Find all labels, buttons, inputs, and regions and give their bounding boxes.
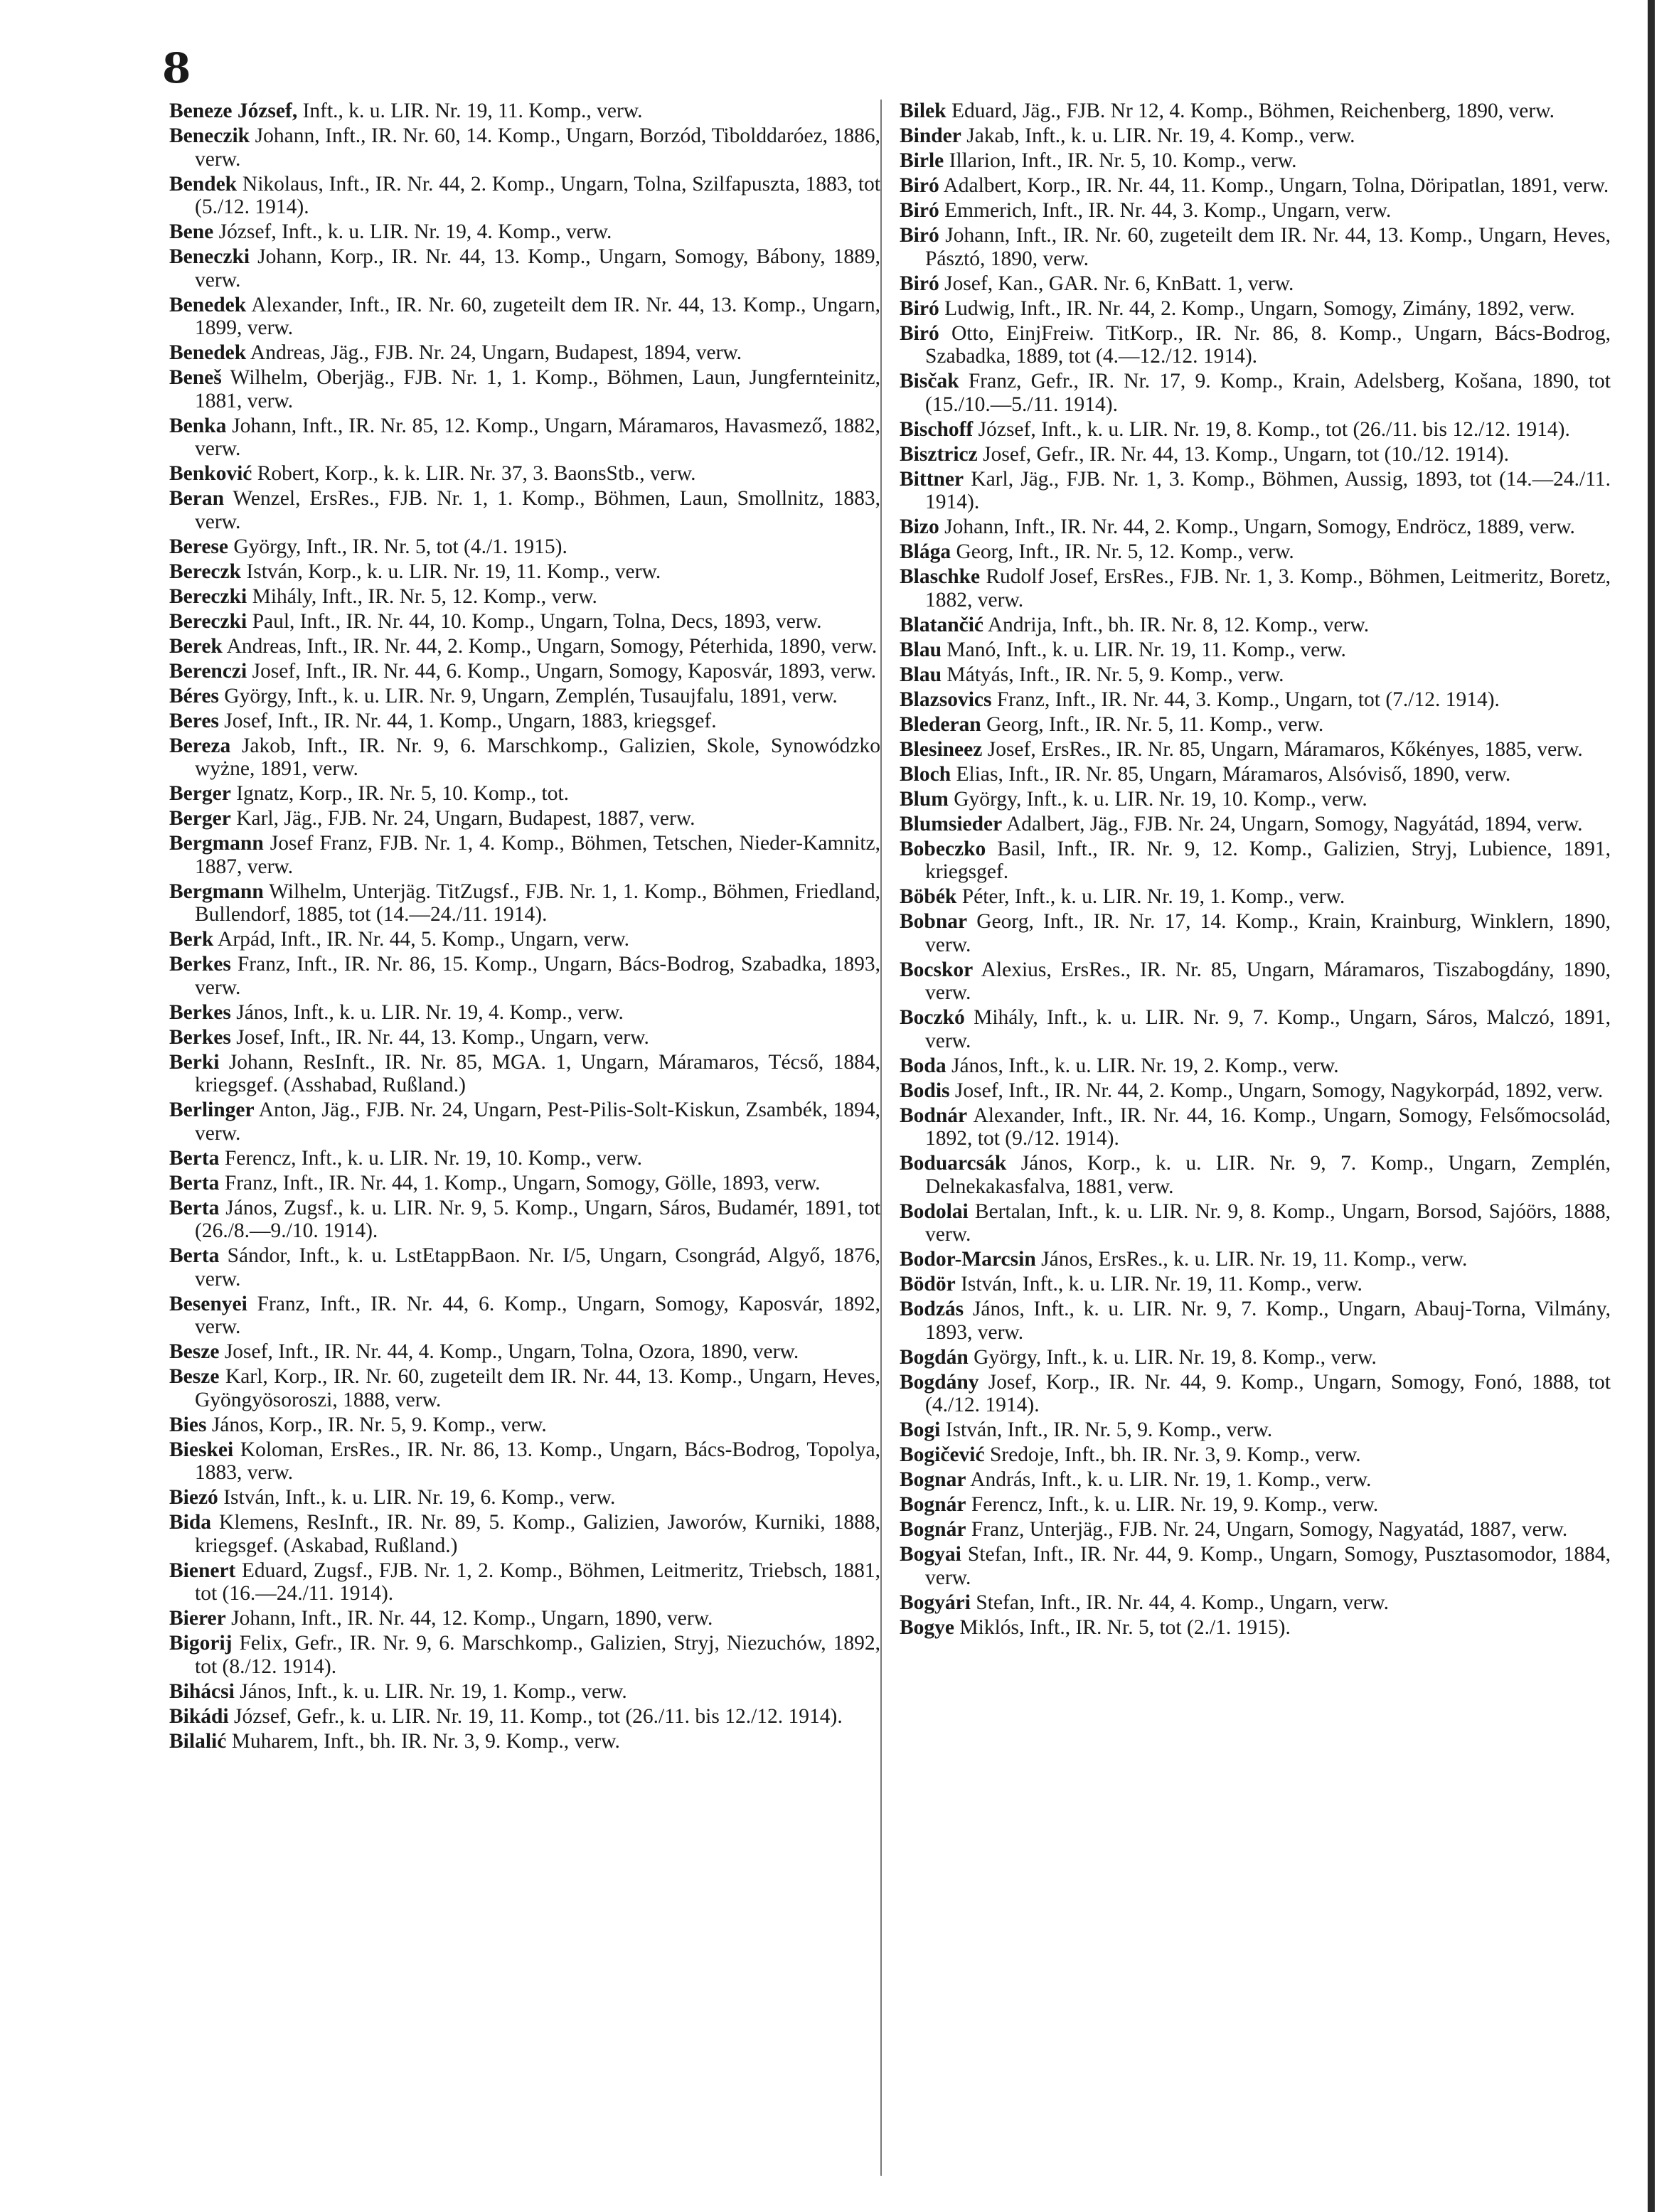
entry-details: Franz, Inft., IR. Nr. 44, 6. Komp., Ungarn, Somogy, Kaposvár, 1892, verw. — [195, 1292, 880, 1338]
list-entry — [900, 738, 1611, 762]
entry-surname: Benka — [169, 414, 227, 437]
entry-surname: Bienert — [169, 1559, 236, 1582]
list-entry — [169, 1147, 880, 1170]
list-entry — [169, 1293, 880, 1339]
list-entry — [900, 910, 1611, 956]
entry-details: János, Korp., IR. Nr. 5, 9. Komp., verw. — [206, 1413, 547, 1436]
entry-surname: Bobeczko — [900, 837, 986, 860]
entry-surname: Bodnár — [900, 1104, 968, 1127]
list-entry — [900, 763, 1611, 786]
entry-surname: Benković — [169, 462, 252, 485]
list-entry — [900, 1273, 1611, 1296]
entry-surname: Benedek — [169, 293, 247, 316]
entry-details: Ferencz, Inft., k. u. LIR. Nr. 19, 9. Komp., verw. — [966, 1493, 1379, 1516]
list-entry — [169, 585, 880, 609]
entry-surname: Bilalić — [169, 1729, 227, 1753]
entry-surname: Bendek — [169, 172, 238, 196]
entry-details: Ignatz, Korp., IR. Nr. 5, 10. Komp., tot. — [230, 782, 570, 805]
list-entry — [900, 174, 1611, 198]
list-entry — [900, 1079, 1611, 1103]
list-entry — [900, 1054, 1611, 1078]
list-entry — [169, 660, 880, 683]
entry-details: Emmerich, Inft., IR. Nr. 44, 3. Komp., Ungarn, verw. — [939, 199, 1392, 222]
list-entry — [169, 1414, 880, 1437]
list-entry — [900, 639, 1611, 662]
entry-details: Ludwig, Inft., IR. Nr. 44, 2. Komp., Ungarn, Somogy, Zimány, 1892, verw. — [939, 296, 1575, 320]
list-entry — [169, 294, 880, 340]
entry-details: Elias, Inft., IR. Nr. 85, Ungarn, Máramaros, Alsóviső, 1890, verw. — [951, 762, 1511, 786]
entry-details: János, Zugsf., k. u. LIR. Nr. 9, 5. Komp., Ungarn, Sáros, Budamér, 1891, tot (26./8.—9./10. 1914). — [195, 1196, 880, 1242]
entry-details: János, ErsRes., k. u. LIR. Nr. 19, 11. Komp., verw. — [1035, 1248, 1468, 1271]
entry-details: Josef, Inft., IR. Nr. 44, 6. Komp., Ungarn, Somogy, Kaposvár, 1893, verw. — [247, 659, 877, 683]
entry-details: Stefan, Inft., IR. Nr. 44, 4. Komp., Ungarn, verw. — [970, 1591, 1389, 1614]
entry-details: József, Inft., k. u. LIR. Nr. 19, 8. Komp., tot (26./11. bis 12./12. 1914). — [973, 417, 1570, 441]
entry-surname: Bobnar — [900, 910, 968, 933]
list-entry — [900, 885, 1611, 909]
entry-surname: Bigorij — [169, 1632, 233, 1655]
list-entry — [169, 220, 880, 244]
entry-surname: Berta — [169, 1244, 220, 1267]
entry-surname: Bogyári — [900, 1591, 971, 1614]
list-entry — [169, 1511, 880, 1557]
list-entry — [900, 1493, 1611, 1517]
entry-surname: Beneczki — [169, 245, 250, 268]
entry-surname: Boda — [900, 1054, 947, 1077]
entry-details: Wilhelm, Oberjäg., FJB. Nr. 1, 1. Komp., Böhmen, Laun, Jungfernteinitz, 1881, verw. — [195, 366, 880, 412]
entry-surname: Biezó — [169, 1486, 218, 1509]
entry-details: Klemens, ResInft., IR. Nr. 89, 5. Komp., Galizien, Jaworów, Kurniki, 1888, kriegsgef. (Askabad, Rußland.) — [195, 1511, 880, 1557]
list-entry — [900, 1346, 1611, 1369]
entry-surname: Boczkó — [900, 1006, 965, 1029]
entry-surname: Boduarcsák — [900, 1152, 1007, 1175]
entry-details: Inft., k. u. LIR. Nr. 19, 11. Komp., verw. — [297, 100, 643, 122]
entry-surname: Berlinger — [169, 1099, 255, 1121]
entry-surname: Blazsovics — [900, 688, 992, 711]
entry-surname: Bereza — [169, 734, 231, 757]
entry-details: Josef, ErsRes., IR. Nr. 85, Ungarn, Máramaros, Kőkényes, 1885, verw. — [982, 737, 1583, 761]
entry-details: Manó, Inft., k. u. LIR. Nr. 19, 11. Komp., verw. — [942, 638, 1346, 661]
entry-surname: Bergmann — [169, 880, 264, 903]
entry-surname: Bischoff — [900, 417, 974, 441]
entry-details: Muharem, Inft., bh. IR. Nr. 3, 9. Komp., verw. — [226, 1729, 620, 1753]
entry-surname: Birle — [900, 149, 944, 172]
entry-details: Nikolaus, Inft., IR. Nr. 44, 2. Komp., Ungarn, Tolna, Szilfapuszta, 1883, tot (5./12. 1914). — [195, 172, 880, 218]
entry-details: Mihály, Inft., IR. Nr. 5, 12. Komp., verw. — [247, 584, 597, 608]
list-entry — [900, 1543, 1611, 1589]
entry-surname: Bognár — [900, 1493, 966, 1516]
list-entry — [900, 788, 1611, 811]
list-entry — [169, 487, 880, 533]
entry-details: Johann, Inft., IR. Nr. 44, 12. Komp., Ungarn, 1890, verw. — [225, 1607, 713, 1630]
list-entry — [169, 807, 880, 830]
entry-surname: Berkes — [169, 953, 231, 976]
entry-details: Sredoje, Inft., bh. IR. Nr. 3, 9. Komp., verw. — [984, 1443, 1361, 1466]
list-entry — [169, 928, 880, 951]
entry-details: Alexander, Inft., IR. Nr. 60, zugeteilt dem IR. Nr. 44, 13. Komp., Ungarn, 1899, verw. — [195, 293, 880, 339]
entry-surname: Blatančić — [900, 613, 983, 636]
entry-details: Johann, Inft., IR. Nr. 44, 2. Komp., Ungarn, Somogy, Endröcz, 1889, verw. — [939, 515, 1575, 538]
entry-surname: Biró — [900, 296, 939, 320]
entry-details: János, Inft., k. u. LIR. Nr. 9, 7. Komp., Ungarn, Abauj-Torna, Vilmány, 1893, verw. — [925, 1298, 1611, 1344]
entry-details: Illarion, Inft., IR. Nr. 5, 10. Komp., verw. — [944, 149, 1297, 172]
entry-details: János, Inft., k. u. LIR. Nr. 19, 4. Komp., verw. — [230, 1000, 624, 1024]
list-entry — [169, 1680, 880, 1704]
list-entry — [169, 415, 880, 461]
list-entry — [169, 1559, 880, 1605]
list-entry — [169, 1026, 880, 1049]
entry-details: Sándor, Inft., k. u. LstEtappBaon. Nr. I/5, Ungarn, Csongrád, Algyő, 1876, verw. — [195, 1244, 880, 1291]
entry-surname: Bisztricz — [900, 442, 978, 466]
list-entry — [169, 610, 880, 634]
entry-surname: Berta — [169, 1196, 220, 1219]
entry-details: Koloman, ErsRes., IR. Nr. 86, 13. Komp., Ungarn, Bács-Bodrog, Topolya, 1883, verw. — [195, 1438, 880, 1484]
entry-surname: Blederan — [900, 712, 981, 736]
entry-details: Rudolf Josef, ErsRes., FJB. Nr. 1, 3. Komp., Böhmen, Leitmeritz, Boretz, 1882, verw. — [925, 565, 1611, 611]
entry-details: Josef, Korp., IR. Nr. 44, 9. Komp., Ungarn, Somogy, Fonó, 1888, tot (4./12. 1914). — [925, 1370, 1611, 1416]
entry-details: Ferencz, Inft., k. u. LIR. Nr. 19, 10. Komp., verw. — [219, 1146, 642, 1170]
entry-surname: Bereczki — [169, 584, 247, 608]
entry-surname: Besze — [169, 1365, 220, 1388]
list-entry — [900, 688, 1611, 712]
entry-details: József, Gefr., k. u. LIR. Nr. 19, 11. Komp., tot (26./11. bis 12./12. 1914). — [228, 1704, 843, 1728]
entry-details: Josef, Gefr., IR. Nr. 44, 13. Komp., Ungarn, tot (10./12. 1914). — [977, 442, 1510, 466]
entry-details: Alexander, Inft., IR. Nr. 44, 16. Komp., Ungarn, Somogy, Felsőmocsolád, 1892, tot (9./12. 1914). — [925, 1104, 1611, 1150]
entry-surname: Bilek — [900, 100, 947, 122]
entry-surname: Blum — [900, 787, 949, 811]
entry-details: Stefan, Inft., IR. Nr. 44, 9. Komp., Ungarn, Somogy, Pusztasomodor, 1884, verw. — [925, 1543, 1611, 1589]
right-column — [900, 100, 1611, 2183]
entry-surname: Bittner — [900, 467, 964, 491]
entry-details: János, Korp., k. u. LIR. Nr. 9, 7. Komp., Ungarn, Zemplén, Delnekakasfalva, 1881, verw. — [925, 1152, 1611, 1198]
entry-surname: Binder — [900, 124, 961, 147]
list-entry — [169, 560, 880, 584]
entry-details: Jakab, Inft., k. u. LIR. Nr. 19, 4. Komp., verw. — [961, 124, 1355, 147]
entry-surname: Bieskei — [169, 1438, 234, 1461]
list-entry — [900, 614, 1611, 637]
entry-surname: Bogi — [900, 1418, 941, 1441]
list-entry — [169, 734, 880, 781]
entry-surname: Bödör — [900, 1273, 956, 1295]
entry-details: Adalbert, Jäg., FJB. Nr. 24, Ungarn, Somogy, Nagyátád, 1894, verw. — [1002, 812, 1583, 835]
list-entry — [169, 173, 880, 219]
entry-surname: Bihácsi — [169, 1679, 235, 1703]
entry-details: Bertalan, Inft., k. u. LIR. Nr. 9, 8. Komp., Ungarn, Borsod, Sajóörs, 1888, verw. — [925, 1199, 1611, 1246]
entry-surname: Béres — [169, 684, 219, 707]
entry-details: Arpád, Inft., IR. Nr. 44, 5. Komp., Ungarn, verw. — [213, 928, 629, 951]
list-entry — [169, 710, 880, 733]
entry-details: István, Korp., k. u. LIR. Nr. 19, 11. Komp., verw. — [241, 560, 661, 583]
entry-surname: Bodor-Marcsin — [900, 1248, 1036, 1271]
list-entry — [900, 813, 1611, 836]
entry-details: Josef, Inft., IR. Nr. 44, 13. Komp., Ungarn, verw. — [230, 1025, 649, 1049]
entry-surname: Biró — [900, 174, 939, 197]
entry-surname: Bogdán — [900, 1345, 969, 1369]
entry-details: Josef, Inft., IR. Nr. 44, 4. Komp., Ungarn, Tolna, Ozora, 1890, verw. — [219, 1340, 799, 1363]
entry-details: Basil, Inft., IR. Nr. 9, 12. Komp., Galizien, Stryj, Lubience, 1891, kriegsgef. — [925, 837, 1611, 883]
entry-surname: Biró — [900, 321, 939, 345]
entry-details: Péter, Inft., k. u. LIR. Nr. 19, 1. Komp., verw. — [956, 885, 1345, 908]
list-entry — [900, 515, 1611, 539]
entry-surname: Bergmann — [169, 832, 264, 855]
entry-surname: Besenyei — [169, 1292, 247, 1315]
left-column — [169, 100, 880, 2183]
list-entry — [900, 468, 1611, 514]
entry-details: Paul, Inft., IR. Nr. 44, 10. Komp., Ungarn, Tolna, Decs, 1893, verw. — [247, 609, 822, 633]
entry-details: Johann, Inft., IR. Nr. 60, 14. Komp., Ungarn, Borzód, Tibolddaróez, 1886, verw. — [195, 124, 880, 171]
entry-details: György, Inft., k. u. LIR. Nr. 19, 10. Komp., verw. — [948, 787, 1367, 811]
list-entry — [169, 535, 880, 559]
entry-surname: Berkes — [169, 1000, 231, 1024]
list-entry — [169, 341, 880, 365]
entry-surname: Bizo — [900, 515, 939, 538]
list-entry — [900, 1468, 1611, 1492]
list-entry — [169, 1099, 880, 1145]
entry-surname: Blau — [900, 638, 942, 661]
entry-details: Jakob, Inft., IR. Nr. 9, 6. Marschkomp., Galizien, Skole, Synowódzko wyżne, 1891, verw. — [195, 734, 880, 780]
entry-details: Andreas, Inft., IR. Nr. 44, 2. Komp., Ungarn, Somogy, Péterhida, 1890, verw. — [222, 634, 878, 658]
entry-surname: Berese — [169, 535, 228, 558]
entry-details: Georg, Inft., IR. Nr. 5, 11. Komp., verw. — [981, 712, 1324, 736]
column-divider — [880, 100, 882, 2176]
entry-details: Josef Franz, FJB. Nr. 1, 4. Komp., Böhmen, Tetschen, Nieder-Kamnitz, 1887, verw. — [195, 832, 880, 878]
entry-details: István, Inft., k. u. LIR. Nr. 19, 6. Komp., verw. — [218, 1486, 616, 1509]
entry-surname: Bognár — [900, 1518, 966, 1541]
entry-surname: Bene — [169, 220, 214, 243]
list-entry — [169, 1340, 880, 1364]
list-entry — [169, 1607, 880, 1630]
entry-surname: Bodis — [900, 1079, 950, 1102]
list-entry — [169, 366, 880, 412]
list-entry — [900, 199, 1611, 223]
entry-details: Johann, ResInft., IR. Nr. 85, MGA. 1, Ungarn, Máramaros, Técső, 1884, kriegsgef. (Asshabad, Rußland.) — [195, 1050, 880, 1096]
entry-surname: Bocskor — [900, 958, 974, 981]
list-entry — [900, 1591, 1611, 1615]
entry-details: Franz, Inft., IR. Nr. 44, 1. Komp., Ungarn, Somogy, Gölle, 1893, verw. — [219, 1171, 821, 1195]
entry-surname: Böbék — [900, 885, 957, 908]
entry-details: Karl, Jäg., FJB. Nr. 1, 3. Komp., Böhmen, Aussig, 1893, tot (14.—24./11. 1914). — [925, 467, 1611, 513]
list-entry — [900, 418, 1611, 442]
entry-details: Andreas, Jäg., FJB. Nr. 24, Ungarn, Budapest, 1894, verw. — [246, 341, 742, 364]
entry-details: Alexius, ErsRes., IR. Nr. 85, Ungarn, Máramaros, Tiszabogdány, 1890, verw. — [925, 958, 1611, 1004]
entry-details: Franz, Unterjäg., FJB. Nr. 24, Ungarn, Somogy, Nagyatád, 1887, verw. — [966, 1518, 1568, 1541]
entry-surname: Bisčak — [900, 370, 959, 392]
list-entry — [169, 1632, 880, 1678]
entry-details: Miklós, Inft., IR. Nr. 5, tot (2./1. 1915). — [954, 1615, 1291, 1639]
entry-details: János, Inft., k. u. LIR. Nr. 19, 1. Komp., verw. — [234, 1679, 627, 1703]
entry-surname: Blága — [900, 540, 951, 563]
list-entry — [900, 713, 1611, 737]
entry-surname: Bies — [169, 1413, 207, 1436]
entry-surname: Blaschke — [900, 565, 981, 588]
entry-details: Johann, Inft., IR. Nr. 60, zugeteilt dem IR. Nr. 44, 13. Komp., Ungarn, Heves, Pásztó, 1890, verw. — [925, 224, 1611, 270]
entry-surname: Beneš — [169, 366, 222, 389]
entry-details: György, Inft., IR. Nr. 5, tot (4./1. 1915). — [228, 535, 567, 558]
entry-surname: Bida — [169, 1511, 212, 1534]
entry-details: Otto, EinjFreiw. TitKorp., IR. Nr. 86, 8. Komp., Ungarn, Bács-Bodrog, Szabadka, 1889, tot (4.—12./12. 1914). — [925, 321, 1611, 368]
list-entry — [900, 1418, 1611, 1442]
list-entry — [900, 1006, 1611, 1052]
entry-surname: Biró — [900, 199, 939, 222]
list-entry — [900, 443, 1611, 466]
entry-surname: Blumsieder — [900, 812, 1003, 835]
entry-surname: Berta — [169, 1146, 220, 1170]
entry-details: Georg, Inft., IR. Nr. 17, 14. Komp., Krain, Krainburg, Winklern, 1890, verw. — [925, 910, 1611, 956]
list-entry — [900, 1443, 1611, 1467]
entry-surname: Bikádi — [169, 1704, 229, 1728]
entry-surname: Berenczi — [169, 659, 247, 683]
entry-details: Eduard, Jäg., FJB. Nr 12, 4. Komp., Böhmen, Reichenberg, 1890, verw. — [946, 100, 1555, 122]
list-entry — [169, 1705, 880, 1729]
list-entry — [169, 100, 880, 123]
list-entry — [169, 953, 880, 999]
list-entry — [900, 1248, 1611, 1271]
list-entry — [169, 1197, 880, 1243]
entry-surname: Bodzás — [900, 1298, 964, 1320]
entry-surname: Bodolai — [900, 1199, 969, 1223]
list-entry — [169, 245, 880, 292]
page-number: 8 — [162, 44, 191, 92]
entry-details: Felix, Gefr., IR. Nr. 9, 6. Marschkomp., Galizien, Stryj, Niezuchów, 1892, tot (8./12. 1914). — [195, 1632, 880, 1678]
entry-details: Wilhelm, Unterjäg. TitZugsf., FJB. Nr. 1, 1. Komp., Böhmen, Friedland, Bullendorf, 1885, tot (14.—24./11. 1914). — [195, 880, 880, 926]
list-entry — [169, 685, 880, 708]
entry-details: Mátyás, Inft., IR. Nr. 5, 9. Komp., verw. — [942, 663, 1284, 686]
entry-surname: Besze — [169, 1340, 220, 1363]
list-entry — [900, 124, 1611, 148]
list-entry — [900, 1104, 1611, 1150]
list-entry — [900, 1371, 1611, 1417]
entry-details: Josef, Kan., GAR. Nr. 6, KnBatt. 1, verw. — [939, 272, 1294, 295]
entry-details: György, Inft., k. u. LIR. Nr. 9, Ungarn, Zemplén, Tusaujfalu, 1891, verw. — [218, 684, 838, 707]
list-entry — [169, 832, 880, 878]
entry-details: Mihály, Inft., k. u. LIR. Nr. 9, 7. Komp., Ungarn, Sáros, Malczó, 1891, verw. — [925, 1006, 1611, 1052]
entry-details: József, Inft., k. u. LIR. Nr. 19, 4. Komp., verw. — [213, 220, 612, 243]
list-entry — [900, 297, 1611, 321]
entry-surname: Berki — [169, 1050, 220, 1074]
entry-surname: Bereczk — [169, 560, 242, 583]
entry-surname: Blau — [900, 663, 942, 686]
list-entry — [900, 224, 1611, 270]
list-entry — [900, 1298, 1611, 1344]
list-entry — [900, 540, 1611, 564]
entry-surname: Bogičević — [900, 1443, 985, 1466]
list-entry — [169, 1172, 880, 1195]
entry-surname: Beres — [169, 709, 219, 732]
entry-surname: Berk — [169, 928, 214, 951]
list-entry — [169, 1486, 880, 1510]
entry-details: Josef, Inft., IR. Nr. 44, 2. Komp., Ungarn, Somogy, Nagykorpád, 1892, verw. — [949, 1079, 1604, 1102]
list-entry — [169, 782, 880, 806]
entry-surname: Blesineez — [900, 737, 983, 761]
list-entry — [169, 1051, 880, 1097]
list-entry — [900, 1518, 1611, 1542]
entry-details: András, Inft., k. u. LIR. Nr. 19, 1. Komp., verw. — [966, 1468, 1372, 1491]
list-entry — [169, 1244, 880, 1291]
entry-surname: Berek — [169, 634, 223, 658]
list-entry — [900, 565, 1611, 611]
entry-surname: Berger — [169, 807, 231, 830]
entry-surname: Berta — [169, 1171, 220, 1195]
list-entry — [169, 462, 880, 486]
list-entry — [900, 838, 1611, 884]
entry-surname: Bloch — [900, 762, 951, 786]
entry-surname: Berkes — [169, 1025, 231, 1049]
entry-surname: Beneze József, — [169, 100, 298, 122]
list-entry — [169, 635, 880, 658]
list-entry — [169, 1438, 880, 1485]
list-entry — [900, 958, 1611, 1005]
entry-details: Franz, Inft., IR. Nr. 44, 3. Komp., Ungarn, tot (7./12. 1914). — [991, 688, 1500, 711]
entry-details: István, Inft., IR. Nr. 5, 9. Komp., verw. — [940, 1418, 1273, 1441]
entry-details: Eduard, Zugsf., FJB. Nr. 1, 2. Komp., Böhmen, Leitmeritz, Triebsch, 1881, tot (16.—24./11. 1914). — [195, 1559, 880, 1605]
entry-details: Josef, Inft., IR. Nr. 44, 1. Komp., Ungarn, 1883, kriegsgef. — [218, 709, 717, 732]
entry-surname: Bierer — [169, 1607, 226, 1630]
entry-details: Georg, Inft., IR. Nr. 5, 12. Komp., verw. — [951, 540, 1294, 563]
entry-surname: Beran — [169, 487, 225, 510]
entry-details: Robert, Korp., k. k. LIR. Nr. 37, 3. BaonsStb., verw. — [252, 462, 696, 485]
list-entry — [900, 1616, 1611, 1640]
list-entry — [900, 1152, 1611, 1198]
entry-surname: Bogdány — [900, 1370, 979, 1394]
list-entry — [169, 124, 880, 171]
entry-details: György, Inft., k. u. LIR. Nr. 19, 8. Komp., verw. — [968, 1345, 1377, 1369]
entry-surname: Biró — [900, 272, 939, 295]
list-entry — [900, 272, 1611, 296]
entry-details: János, Inft., k. u. LIR. Nr. 19, 2. Komp., verw. — [946, 1054, 1339, 1077]
list-entry — [169, 1730, 880, 1753]
entry-surname: Bereczki — [169, 609, 247, 633]
list-entry — [900, 663, 1611, 687]
list-entry — [169, 1365, 880, 1411]
entry-details: István, Inft., k. u. LIR. Nr. 19, 11. Komp., verw. — [955, 1273, 1363, 1295]
page-edge — [1648, 0, 1655, 2212]
entry-surname: Berger — [169, 782, 231, 805]
entry-details: Franz, Gefr., IR. Nr. 17, 9. Komp., Krain, Adelsberg, Košana, 1890, tot (15./10.—5./11. 1914). — [925, 370, 1611, 416]
list-entry — [169, 1001, 880, 1025]
list-entry — [169, 880, 880, 926]
list-entry — [900, 370, 1611, 416]
list-entry — [900, 100, 1611, 123]
entry-surname: Bognar — [900, 1468, 966, 1491]
list-entry — [900, 1200, 1611, 1246]
entry-details: Karl, Korp., IR. Nr. 60, zugeteilt dem IR. Nr. 44, 13. Komp., Ungarn, Heves, Gyöngyösoroszi, 1888, verw. — [195, 1365, 880, 1411]
entry-details: Johann, Korp., IR. Nr. 44, 13. Komp., Ungarn, Somogy, Bábony, 1889, verw. — [195, 245, 880, 292]
list-entry — [900, 322, 1611, 368]
entry-details: Franz, Inft., IR. Nr. 86, 15. Komp., Ungarn, Bács-Bodrog, Szabadka, 1893, verw. — [195, 953, 880, 999]
entry-surname: Bogyai — [900, 1543, 961, 1566]
entry-surname: Beneczik — [169, 124, 250, 147]
entry-surname: Biró — [900, 224, 939, 247]
entry-details: Anton, Jäg., FJB. Nr. 24, Ungarn, Pest-Pilis-Solt-Kiskun, Zsambék, 1894, verw. — [195, 1099, 880, 1145]
entry-details: Adalbert, Korp., IR. Nr. 44, 11. Komp., Ungarn, Tolna, Döripatlan, 1891, verw. — [939, 174, 1609, 197]
entry-details: Wenzel, ErsRes., FJB. Nr. 1, 1. Komp., Böhmen, Laun, Smollnitz, 1883, verw. — [195, 487, 880, 533]
entry-surname: Benedek — [169, 341, 247, 364]
entry-details: Johann, Inft., IR. Nr. 85, 12. Komp., Ungarn, Máramaros, Havasmező, 1882, verw. — [195, 414, 880, 460]
list-entry — [900, 149, 1611, 173]
entry-surname: Bogye — [900, 1615, 955, 1639]
entry-details: Karl, Jäg., FJB. Nr. 24, Ungarn, Budapest, 1887, verw. — [230, 807, 695, 830]
entry-details: Andrija, Inft., bh. IR. Nr. 8, 12. Komp., verw. — [983, 613, 1370, 636]
